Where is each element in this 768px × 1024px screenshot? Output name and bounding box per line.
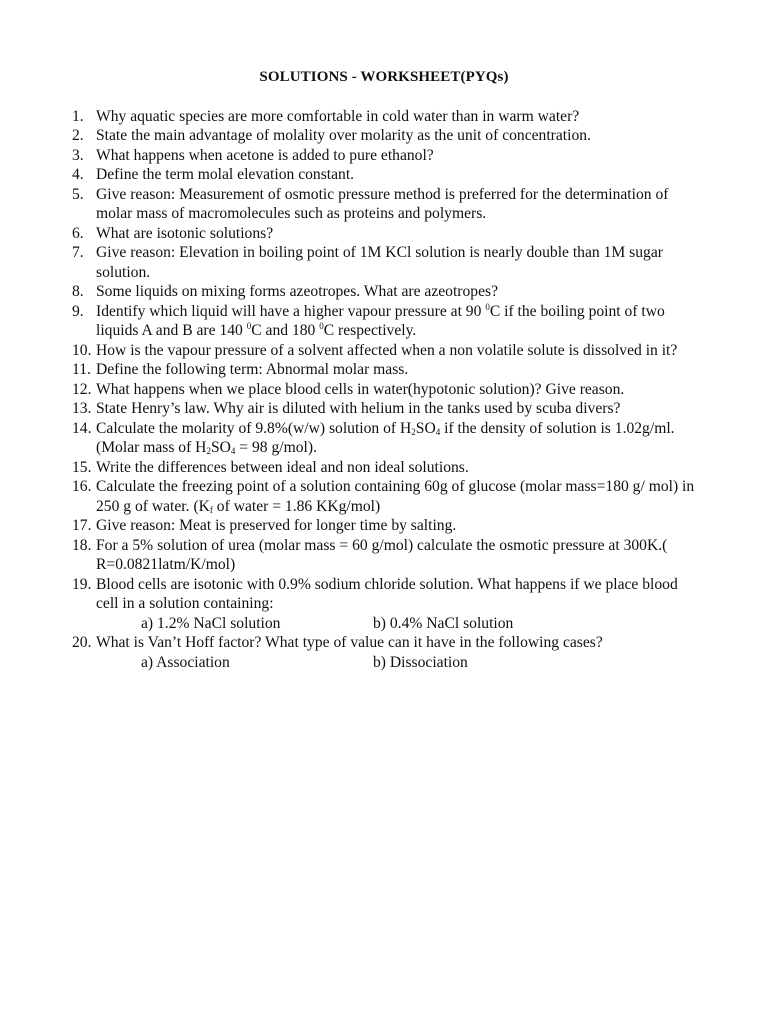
question-text: What happens when acetone is added to pure ethanol? xyxy=(96,146,434,164)
question-number: 15. xyxy=(72,458,92,476)
subscript: 4 xyxy=(435,426,441,437)
question-number: 6. xyxy=(72,224,84,242)
question-number: 10. xyxy=(72,341,92,359)
question-number: 18. xyxy=(72,536,92,554)
sub-option-a: a) Association xyxy=(141,653,230,671)
worksheet-title: SOLUTIONS - WORKSHEET(PYQs) xyxy=(259,69,509,85)
question-item xyxy=(72,477,702,516)
question-number: 9. xyxy=(72,302,84,320)
question-text xyxy=(96,302,702,341)
question-text xyxy=(96,419,702,458)
question-item xyxy=(72,146,702,166)
question-item xyxy=(72,224,702,244)
question-text: Why aquatic species are more comfortable in cold water than in warm water? xyxy=(96,107,580,125)
question-item xyxy=(72,458,702,478)
text-run: of water = 1.86 KKg/mol) xyxy=(212,497,381,515)
question-text: Some liquids on mixing forms azeotropes. What are azeotropes? xyxy=(96,283,499,300)
degree-superscript: 0 xyxy=(246,321,252,331)
question-number: 11. xyxy=(72,361,91,378)
text-run: Calculate the molarity of 9.8%(w/w) solution of H xyxy=(96,419,412,437)
question-text: What happens when we place blood cells in water(hypotonic solution)? Give reason. xyxy=(96,380,625,398)
question-text: Give reason: Meat is preserved for longer time by salting. xyxy=(96,517,457,534)
question-number: 1. xyxy=(72,107,84,125)
question-text: What is Van’t Hoff factor? What type of value can it have in the following cases? xyxy=(96,634,603,651)
question-number: 4. xyxy=(72,166,84,183)
question-item xyxy=(72,575,702,614)
question-item xyxy=(72,399,702,419)
sub-options-row xyxy=(72,653,702,673)
subscript: f xyxy=(209,504,213,515)
subscript: 4 xyxy=(230,446,236,456)
sub-option-b: b) 0.4% NaCl solution xyxy=(373,614,514,632)
question-text: State the main advantage of molality over molarity as the unit of concentration. xyxy=(96,127,591,144)
question-item xyxy=(72,126,702,146)
question-text: Write the differences between ideal and non ideal solutions. xyxy=(96,458,469,476)
question-item xyxy=(72,243,702,282)
question-number: 2. xyxy=(72,127,84,144)
question-number: 17. xyxy=(72,517,92,534)
text-run: if the density of solution is 1.02g/ml.(Molar mass of H xyxy=(96,419,675,456)
question-number: 5. xyxy=(72,185,84,203)
question-number: 19. xyxy=(72,575,92,593)
question-number: 14. xyxy=(72,419,92,437)
degree-superscript: 0 xyxy=(485,301,490,312)
question-item xyxy=(72,536,702,575)
sub-option-b: b) Dissociation xyxy=(373,653,468,671)
question-number: 20. xyxy=(72,634,92,651)
question-item xyxy=(72,341,702,361)
text-run: Identify which liquid will have a higher vapour pressure at 90 xyxy=(96,302,486,320)
text-run: C respectively. xyxy=(323,322,417,339)
subscript: 2 xyxy=(206,446,211,456)
question-text: Give reason: Measurement of osmotic pressure method is preferred for the determination of molar mass of macromolecules such as proteins and polymers. xyxy=(96,185,669,222)
question-item xyxy=(72,107,702,127)
question-number: 12. xyxy=(72,380,92,398)
question-text xyxy=(96,477,702,516)
question-item xyxy=(72,185,702,224)
question-text: For a 5% solution of urea (molar mass = 60 g/mol) calculate the osmotic pressure at 300K.( R=0.0821latm/K/mol) xyxy=(96,536,668,573)
question-item xyxy=(72,165,702,185)
question-item xyxy=(72,419,702,458)
question-item xyxy=(72,302,702,341)
question-item xyxy=(72,360,702,380)
degree-superscript: 0 xyxy=(319,321,324,331)
text-run: = 98 g/mol). xyxy=(235,439,317,456)
subscript: 2 xyxy=(411,426,416,437)
text-run: SO xyxy=(210,439,231,456)
text-run: C if the boiling point of two liquids A and B are 140 xyxy=(96,302,665,339)
question-text: State Henry’s law. Why air is diluted with helium in the tanks used by scuba divers? xyxy=(96,400,621,417)
sub-option-a: a) 1.2% NaCl solution xyxy=(141,614,281,632)
question-text: Blood cells are isotonic with 0.9% sodium chloride solution. What happens if we place blood cell in a solution containing: xyxy=(96,575,678,612)
text-run: SO xyxy=(415,419,436,437)
question-item xyxy=(72,516,702,536)
text-run: C and 180 xyxy=(251,322,320,339)
text-run: Calculate the freezing point of a solution containing 60g of glucose (molar mass=180 g/ mol) in 250 g of water. (K xyxy=(96,478,695,515)
question-number: 3. xyxy=(72,146,84,164)
question-item xyxy=(72,380,702,400)
sub-options-row xyxy=(72,614,702,634)
question-item xyxy=(72,633,702,653)
question-text: Define the term molal elevation constant. xyxy=(96,166,355,183)
question-text: Define the following term: Abnormal molar mass. xyxy=(96,361,409,378)
question-number: 13. xyxy=(72,400,92,417)
question-list xyxy=(72,107,702,673)
question-item xyxy=(72,282,702,302)
question-number: 8. xyxy=(72,283,84,300)
question-text: What are isotonic solutions? xyxy=(96,224,274,242)
question-text: How is the vapour pressure of a solvent affected when a non volatile solute is dissolved in it? xyxy=(96,341,678,359)
question-number: 7. xyxy=(72,244,84,261)
question-text: Give reason: Elevation in boiling point of 1M KCl solution is nearly double than 1M sugar solution. xyxy=(96,244,663,281)
question-number: 16. xyxy=(72,478,92,495)
